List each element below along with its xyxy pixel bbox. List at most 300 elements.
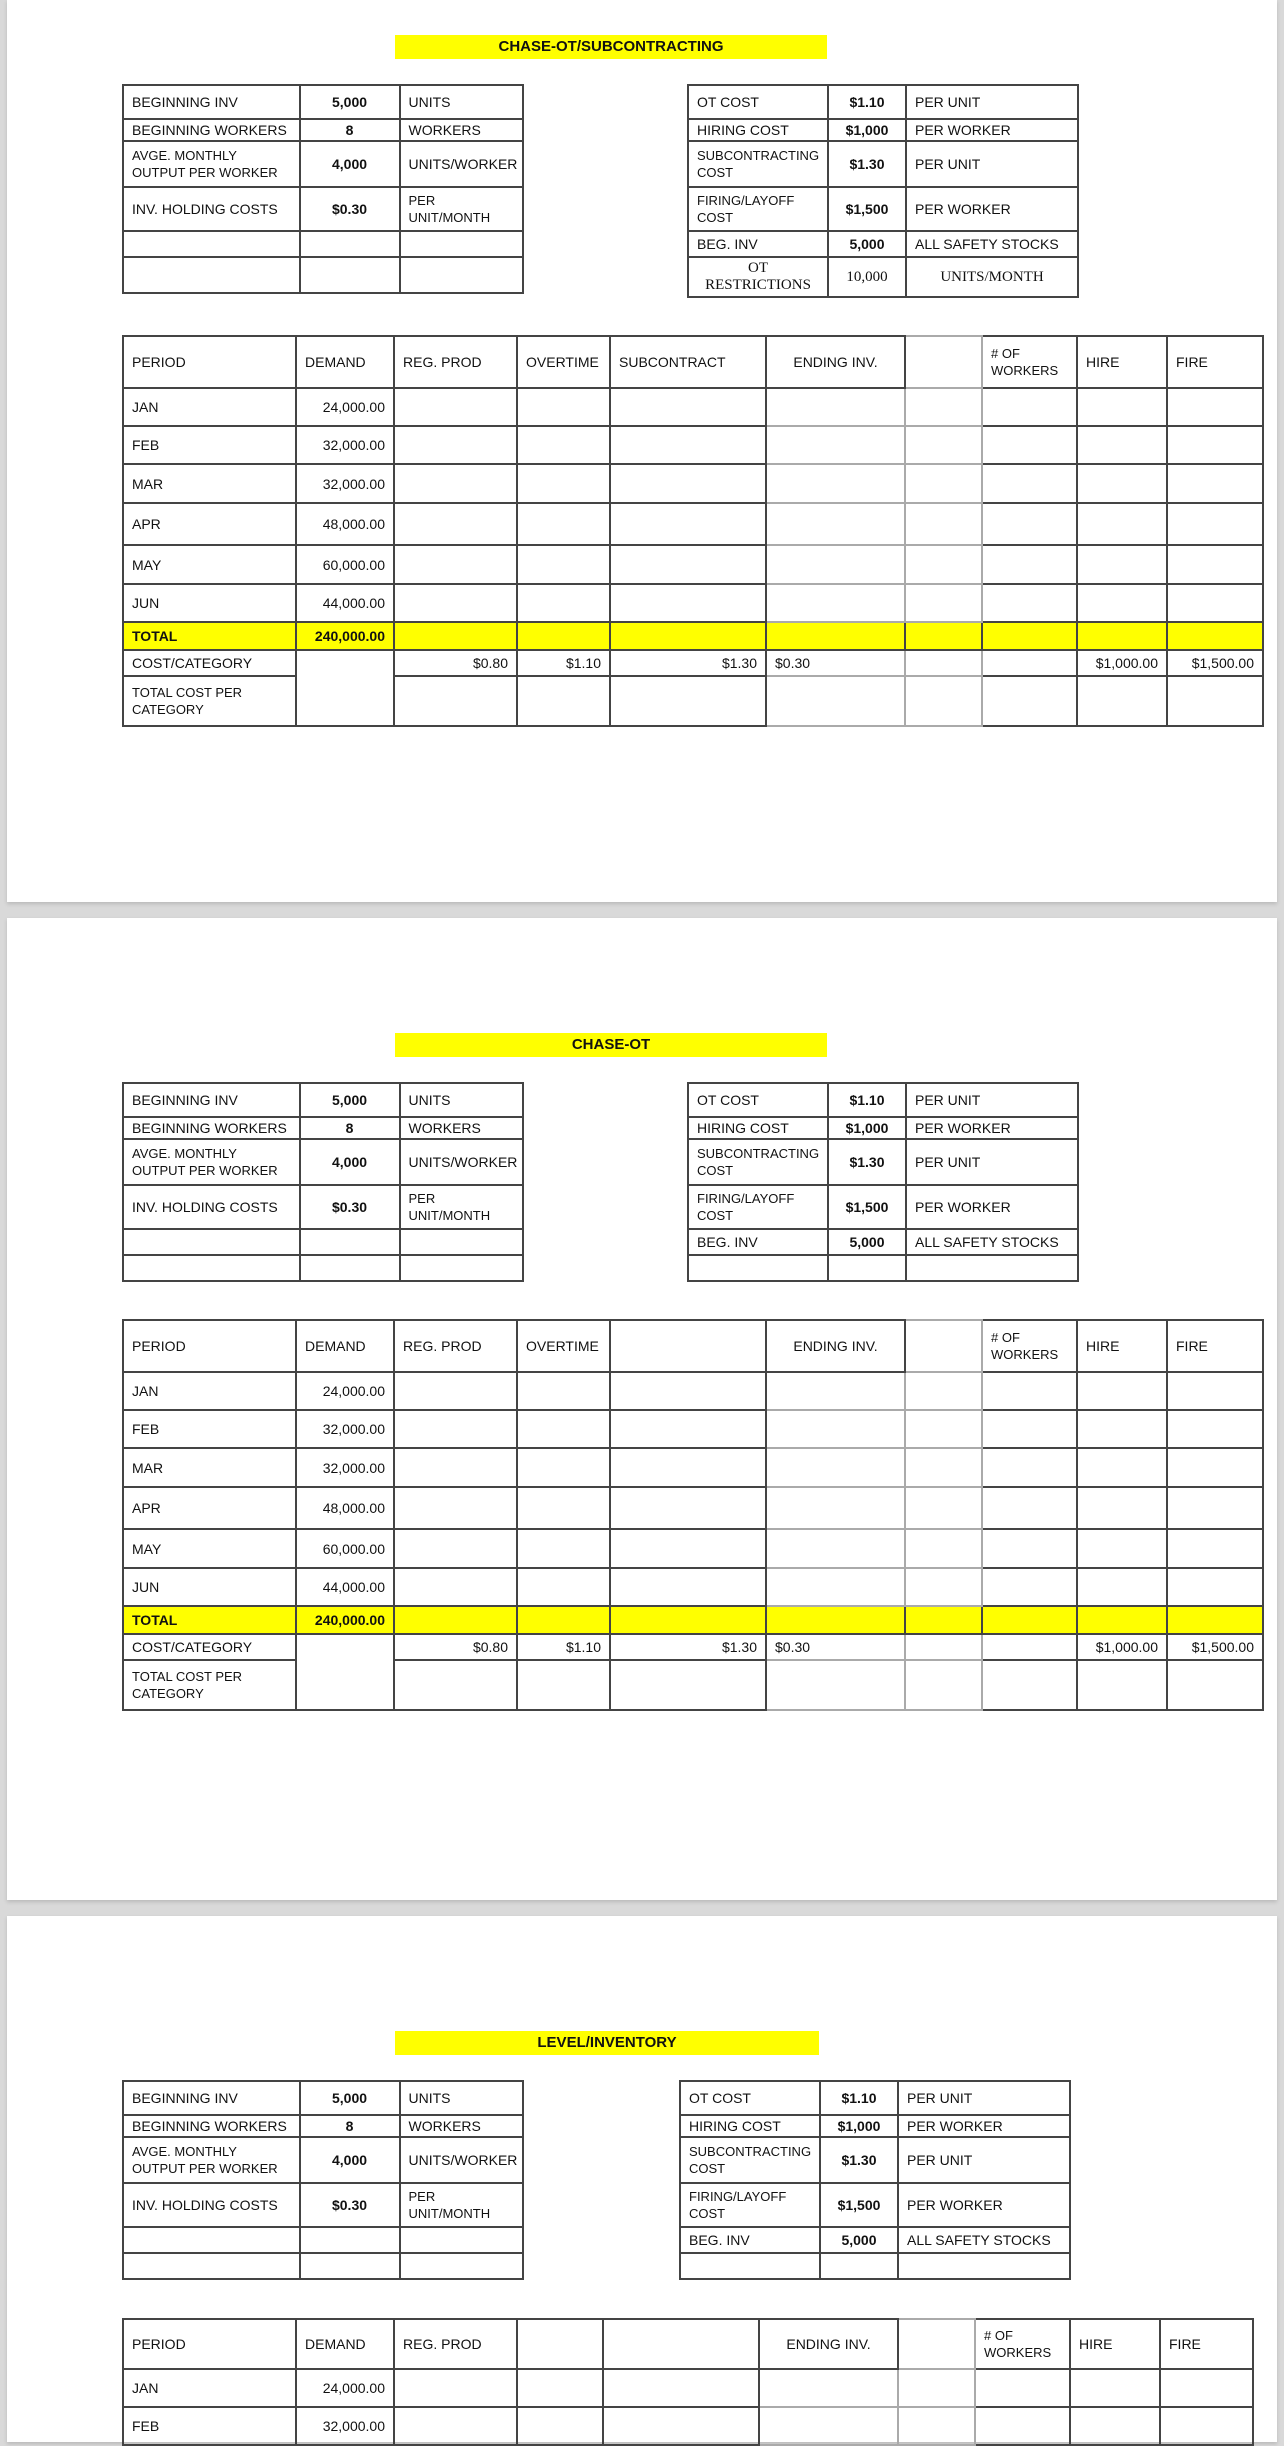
param-label <box>688 1255 828 1281</box>
total-cell[interactable] <box>1167 1606 1263 1634</box>
hire-cell[interactable] <box>1077 545 1167 584</box>
total-cell[interactable] <box>1167 622 1263 650</box>
total-cell[interactable] <box>610 1606 766 1634</box>
param-value: $1,000 <box>820 2115 898 2137</box>
ending-inv-cell[interactable] <box>766 1487 905 1529</box>
column-header: REG. PROD <box>394 336 517 388</box>
reg-prod-cell[interactable] <box>394 388 517 426</box>
subcontract-cell[interactable] <box>610 503 766 545</box>
fire-cost: $1,500.00 <box>1167 650 1263 676</box>
workers-cell[interactable] <box>982 584 1077 622</box>
overtime-cell[interactable] <box>517 1410 610 1448</box>
total-cell[interactable] <box>905 622 982 650</box>
reg-prod-cell[interactable] <box>394 584 517 622</box>
column-header: # OF WORKERS <box>982 1320 1077 1372</box>
workers-cell[interactable] <box>982 1448 1077 1487</box>
column-header: PERIOD <box>123 336 296 388</box>
column-header: HIRE <box>1070 2319 1160 2369</box>
blank-cell[interactable] <box>610 1372 766 1410</box>
empty-cell <box>123 2253 300 2279</box>
empty-cell <box>296 676 394 726</box>
hire-cell[interactable] <box>1077 584 1167 622</box>
blank-cell[interactable] <box>905 1568 982 1606</box>
param-value: 5,000 <box>820 2227 898 2253</box>
param-value: $0.30 <box>300 187 400 231</box>
empty-cell <box>123 1255 300 1281</box>
reg-prod-cell[interactable] <box>394 2369 517 2407</box>
cost-category-row <box>123 1634 1263 1660</box>
total-cell[interactable] <box>766 1606 905 1634</box>
period-cell: JAN <box>123 2369 296 2407</box>
fire-cell[interactable] <box>1167 545 1263 584</box>
overtime-cell[interactable] <box>517 1568 610 1606</box>
param-value <box>828 1255 906 1281</box>
ending-inv-cell[interactable] <box>759 2369 898 2407</box>
cost-label: COST/CATEGORY <box>123 1634 296 1660</box>
total-cost-cell[interactable] <box>517 1660 610 1710</box>
demand-cell: 60,000.00 <box>296 1529 394 1568</box>
hire-cell[interactable] <box>1077 1568 1167 1606</box>
total-label: TOTAL <box>123 1606 296 1634</box>
table-row <box>123 1568 1263 1606</box>
total-cost-cell[interactable] <box>982 1660 1077 1710</box>
column-header: HIRE <box>1077 336 1167 388</box>
period-cell: JUN <box>123 1568 296 1606</box>
param-label: BEGINNING WORKERS <box>123 1117 300 1139</box>
param-unit: WORKERS <box>400 119 523 141</box>
total-demand: 240,000.00 <box>296 622 394 650</box>
overtime-cost: $1.10 <box>517 650 610 676</box>
subcontract-cell[interactable] <box>610 464 766 503</box>
period-cell: FEB <box>123 2407 296 2445</box>
param-label: SUBCONTRACTING COST <box>680 2137 820 2183</box>
blank-cell[interactable] <box>603 2407 759 2445</box>
reg-prod-cell[interactable] <box>394 2407 517 2445</box>
left-parameters-table <box>122 1082 524 1282</box>
fire-cell[interactable] <box>1167 503 1263 545</box>
empty-cell <box>400 2253 523 2279</box>
workers-cell[interactable] <box>975 2369 1070 2407</box>
fire-cell[interactable] <box>1167 584 1263 622</box>
empty-cell <box>300 1229 400 1255</box>
total-demand: 240,000.00 <box>296 1606 394 1634</box>
param-value: $1,000 <box>828 1117 906 1139</box>
cost-category-row <box>123 650 1263 676</box>
param-label: BEG. INV <box>688 1229 828 1255</box>
fire-cell[interactable] <box>1167 1372 1263 1410</box>
param-unit: PER UNIT <box>906 1083 1078 1117</box>
param-unit: PER UNIT/MONTH <box>400 187 523 231</box>
empty-cell <box>296 1634 394 1660</box>
total-cell[interactable] <box>394 622 517 650</box>
total-cost-cell[interactable] <box>394 676 517 726</box>
total-cost-cell[interactable] <box>905 1660 982 1710</box>
column-header <box>898 2319 975 2369</box>
blank-cell[interactable] <box>610 1568 766 1606</box>
subcontract-cell[interactable] <box>610 584 766 622</box>
total-cell[interactable] <box>982 1606 1077 1634</box>
param-value: $1,500 <box>820 2183 898 2227</box>
overtime-cell[interactable] <box>517 584 610 622</box>
hire-cell[interactable] <box>1070 2369 1160 2407</box>
hire-cell[interactable] <box>1077 1529 1167 1568</box>
overtime-cell[interactable] <box>517 1529 610 1568</box>
ending-inv-cell[interactable] <box>766 545 905 584</box>
blank-cell[interactable] <box>610 1529 766 1568</box>
total-cell[interactable] <box>766 622 905 650</box>
demand-cell: 44,000.00 <box>296 584 394 622</box>
fire-cell[interactable] <box>1167 1529 1263 1568</box>
blank-cell[interactable] <box>898 2407 975 2445</box>
param-label: BEG. INV <box>688 231 828 257</box>
param-label: OT COST <box>688 1083 828 1117</box>
param-unit: PER WORKER <box>906 1117 1078 1139</box>
overtime-cell[interactable] <box>517 503 610 545</box>
period-cell: APR <box>123 503 296 545</box>
reg-prod-cell[interactable] <box>394 464 517 503</box>
table-row <box>123 2407 1253 2445</box>
right-parameters-table <box>679 2080 1071 2280</box>
blank-cell[interactable] <box>905 1487 982 1529</box>
blank-cell[interactable] <box>898 2369 975 2407</box>
total-cell[interactable] <box>905 1606 982 1634</box>
reg-prod-cell[interactable] <box>394 503 517 545</box>
hire-cell[interactable] <box>1077 388 1167 426</box>
hire-cell[interactable] <box>1077 503 1167 545</box>
param-value: 4,000 <box>300 2137 400 2183</box>
worksheet-page-3 <box>7 1916 1277 2442</box>
empty-cell <box>400 231 523 257</box>
hire-cost: $1,000.00 <box>1077 650 1167 676</box>
param-label: AVGE. MONTHLY OUTPUT PER WORKER <box>123 2137 300 2183</box>
demand-cell: 44,000.00 <box>296 1568 394 1606</box>
param-value: $1.10 <box>828 1083 906 1117</box>
table-row <box>123 388 1263 426</box>
param-unit: ALL SAFETY STOCKS <box>898 2227 1070 2253</box>
param-value: 8 <box>300 119 400 141</box>
param-value: $1,500 <box>828 1185 906 1229</box>
right-parameters-table <box>687 1082 1079 1282</box>
column-header: ENDING INV. <box>766 1320 905 1372</box>
empty-cell <box>296 1660 394 1710</box>
total-cell[interactable] <box>394 1606 517 1634</box>
param-label: FIRING/LAYOFF COST <box>688 187 828 231</box>
period-cell: MAR <box>123 1448 296 1487</box>
column-header: ENDING INV. <box>759 2319 898 2369</box>
param-unit: ALL SAFETY STOCKS <box>906 1229 1078 1255</box>
fire-cell[interactable] <box>1160 2369 1253 2407</box>
subcontract-cost: $1.30 <box>610 1634 766 1660</box>
total-cost-cell[interactable] <box>394 1660 517 1710</box>
workers-cell[interactable] <box>982 1568 1077 1606</box>
production-plan-table <box>122 1319 1264 1711</box>
fire-cell[interactable] <box>1160 2407 1253 2445</box>
ending-inv-cell[interactable] <box>766 1568 905 1606</box>
param-value: $1.30 <box>828 1139 906 1185</box>
total-cost-cell[interactable] <box>905 676 982 726</box>
param-unit: PER WORKER <box>898 2183 1070 2227</box>
workers-cell[interactable] <box>982 388 1077 426</box>
param-unit: PER WORKER <box>898 2115 1070 2137</box>
param-label: AVGE. MONTHLY OUTPUT PER WORKER <box>123 141 300 187</box>
subcontract-cell[interactable] <box>610 388 766 426</box>
fire-cell[interactable] <box>1167 1487 1263 1529</box>
total-cell[interactable] <box>610 622 766 650</box>
workers-cell[interactable] <box>982 1487 1077 1529</box>
blank-cell[interactable] <box>905 388 982 426</box>
column-header <box>905 336 982 388</box>
workers-cell[interactable] <box>982 503 1077 545</box>
param-value: $1.10 <box>828 85 906 119</box>
total-cost-cell[interactable] <box>1167 1660 1263 1710</box>
blank-cell[interactable] <box>905 464 982 503</box>
table-row <box>123 426 1263 464</box>
reg-prod-cell[interactable] <box>394 426 517 464</box>
left-parameters-table <box>122 84 524 294</box>
fire-cell[interactable] <box>1167 1448 1263 1487</box>
overtime-cell[interactable] <box>517 464 610 503</box>
param-value: $1.30 <box>828 141 906 187</box>
param-unit: PER UNIT/MONTH <box>400 1185 523 1229</box>
blank-cell[interactable] <box>905 1529 982 1568</box>
ending-inv-cell[interactable] <box>766 1410 905 1448</box>
param-label: BEG. INV <box>680 2227 820 2253</box>
page-title: LEVEL/INVENTORY <box>395 2031 819 2055</box>
param-label: HIRING COST <box>688 119 828 141</box>
total-cost-cell[interactable] <box>766 1660 905 1710</box>
param-value: $1,000 <box>828 119 906 141</box>
worksheet-page-1 <box>7 0 1277 902</box>
param-unit <box>906 1255 1078 1281</box>
param-label: BEGINNING INV <box>123 2081 300 2115</box>
period-cell: JUN <box>123 584 296 622</box>
column-header: PERIOD <box>123 2319 296 2369</box>
ending-inv-cell[interactable] <box>759 2407 898 2445</box>
fire-cell[interactable] <box>1167 426 1263 464</box>
reg-prod-cost: $0.80 <box>394 650 517 676</box>
ending-inv-cell[interactable] <box>766 464 905 503</box>
empty-cell <box>300 1255 400 1281</box>
param-label: BEGINNING WORKERS <box>123 2115 300 2137</box>
blank-cell[interactable] <box>905 426 982 464</box>
param-value: $1,500 <box>828 187 906 231</box>
workers-cell[interactable] <box>982 1529 1077 1568</box>
column-header: OVERTIME <box>517 1320 610 1372</box>
overtime-cell[interactable] <box>517 388 610 426</box>
overtime-cell[interactable] <box>517 1448 610 1487</box>
total-cost-cell[interactable] <box>610 676 766 726</box>
param-unit: WORKERS <box>400 1117 523 1139</box>
hire-cell[interactable] <box>1077 1448 1167 1487</box>
total-cost-cell[interactable] <box>1077 676 1167 726</box>
param-label: BEGINNING WORKERS <box>123 119 300 141</box>
table-row <box>123 1487 1263 1529</box>
blank-cell[interactable] <box>905 1372 982 1410</box>
blank-cell[interactable] <box>905 503 982 545</box>
param-value: 8 <box>300 2115 400 2137</box>
table-row <box>123 584 1263 622</box>
empty-cell <box>300 2227 400 2253</box>
column-header: # OF WORKERS <box>975 2319 1070 2369</box>
reg-prod-cell[interactable] <box>394 1448 517 1487</box>
workers-cell[interactable] <box>982 545 1077 584</box>
param-label: OT COST <box>680 2081 820 2115</box>
overtime-cost: $1.10 <box>517 1634 610 1660</box>
hire-cell[interactable] <box>1077 426 1167 464</box>
param-unit: UNITS/WORKER <box>400 141 523 187</box>
column-header: HIRE <box>1077 1320 1167 1372</box>
total-cell[interactable] <box>517 622 610 650</box>
subcontract-cell[interactable] <box>610 545 766 584</box>
param-value: 4,000 <box>300 1139 400 1185</box>
hire-cell[interactable] <box>1077 1487 1167 1529</box>
reg-prod-cell[interactable] <box>394 1410 517 1448</box>
total-cost-cell[interactable] <box>982 676 1077 726</box>
table-row <box>123 2369 1253 2407</box>
param-unit: UNITS/WORKER <box>400 1139 523 1185</box>
overtime-cell[interactable] <box>517 1372 610 1410</box>
param-value: 5,000 <box>828 231 906 257</box>
blank-cell[interactable] <box>517 2369 603 2407</box>
fire-cell[interactable] <box>1167 1410 1263 1448</box>
page-title: CHASE-OT <box>395 1033 827 1057</box>
workers-cell[interactable] <box>982 426 1077 464</box>
blank-cell[interactable] <box>603 2369 759 2407</box>
ending-inv-cell[interactable] <box>766 503 905 545</box>
column-header: FIRE <box>1160 2319 1253 2369</box>
blank-cell[interactable] <box>905 545 982 584</box>
reg-prod-cell[interactable] <box>394 1529 517 1568</box>
holding-cost: $0.30 <box>766 650 905 676</box>
column-header: PERIOD <box>123 1320 296 1372</box>
subcontract-cost: $1.30 <box>610 650 766 676</box>
empty-cell <box>300 2253 400 2279</box>
param-unit: UNITS <box>400 1083 523 1117</box>
overtime-cell[interactable] <box>517 1487 610 1529</box>
cost-label: COST/CATEGORY <box>123 650 296 676</box>
param-value: $0.30 <box>300 2183 400 2227</box>
demand-cell: 60,000.00 <box>296 545 394 584</box>
blank-cell[interactable] <box>905 1448 982 1487</box>
left-parameters-table <box>122 2080 524 2280</box>
empty-cell <box>296 650 394 676</box>
param-unit: PER UNIT/MONTH <box>400 2183 523 2227</box>
total-cell[interactable] <box>1077 1606 1167 1634</box>
param-value: 5,000 <box>300 2081 400 2115</box>
total-cost-cell[interactable] <box>610 1660 766 1710</box>
ending-inv-cell[interactable] <box>766 1448 905 1487</box>
period-cell: APR <box>123 1487 296 1529</box>
reg-prod-cell[interactable] <box>394 1487 517 1529</box>
reg-prod-cell[interactable] <box>394 1372 517 1410</box>
blank-cell[interactable] <box>517 2407 603 2445</box>
overtime-cell[interactable] <box>517 426 610 464</box>
total-cost-cell[interactable] <box>517 676 610 726</box>
empty-cell <box>300 231 400 257</box>
total-row <box>123 622 1263 650</box>
total-cost-label: TOTAL COST PER CATEGORY <box>123 676 296 726</box>
reg-prod-cell[interactable] <box>394 1568 517 1606</box>
param-unit: PER WORKER <box>906 187 1078 231</box>
column-header: REG. PROD <box>394 2319 517 2369</box>
empty-cell <box>400 1255 523 1281</box>
total-cost-cell[interactable] <box>1167 676 1263 726</box>
total-row <box>123 1606 1263 1634</box>
period-cell: FEB <box>123 1410 296 1448</box>
subcontract-cell[interactable] <box>610 426 766 464</box>
ending-inv-cell[interactable] <box>766 426 905 464</box>
param-unit: WORKERS <box>400 2115 523 2137</box>
empty-cell <box>905 1634 982 1660</box>
hire-cell[interactable] <box>1077 1372 1167 1410</box>
param-label: BEGINNING INV <box>123 1083 300 1117</box>
total-label: TOTAL <box>123 622 296 650</box>
fire-cell[interactable] <box>1167 464 1263 503</box>
column-header <box>905 1320 982 1372</box>
total-cell[interactable] <box>517 1606 610 1634</box>
demand-cell: 24,000.00 <box>296 1372 394 1410</box>
hire-cost: $1,000.00 <box>1077 1634 1167 1660</box>
fire-cell[interactable] <box>1167 388 1263 426</box>
param-unit: UNITS/WORKER <box>400 2137 523 2183</box>
column-header: DEMAND <box>296 336 394 388</box>
demand-cell: 24,000.00 <box>296 2369 394 2407</box>
workers-cell[interactable] <box>982 1372 1077 1410</box>
fire-cell[interactable] <box>1167 1568 1263 1606</box>
blank-cell[interactable] <box>610 1410 766 1448</box>
workers-cell[interactable] <box>975 2407 1070 2445</box>
total-cell[interactable] <box>1077 622 1167 650</box>
blank-cell[interactable] <box>905 584 982 622</box>
total-cost-cell[interactable] <box>1077 1660 1167 1710</box>
period-cell: JAN <box>123 388 296 426</box>
reg-prod-cell[interactable] <box>394 545 517 584</box>
param-value: 5,000 <box>300 85 400 119</box>
period-cell: FEB <box>123 426 296 464</box>
page-title: CHASE-OT/SUBCONTRACTING <box>395 35 827 59</box>
param-value: 5,000 <box>300 1083 400 1117</box>
overtime-cell[interactable] <box>517 545 610 584</box>
demand-cell: 32,000.00 <box>296 1448 394 1487</box>
total-cost-cell[interactable] <box>766 676 905 726</box>
holding-cost: $0.30 <box>766 1634 905 1660</box>
workers-cell[interactable] <box>982 464 1077 503</box>
blank-cell[interactable] <box>610 1448 766 1487</box>
ending-inv-cell[interactable] <box>766 1372 905 1410</box>
hire-cell[interactable] <box>1077 1410 1167 1448</box>
worksheet-page-2 <box>7 918 1277 1900</box>
param-value: $1.30 <box>820 2137 898 2183</box>
column-header: FIRE <box>1167 1320 1263 1372</box>
workers-cell[interactable] <box>982 1410 1077 1448</box>
blank-cell[interactable] <box>905 1410 982 1448</box>
demand-cell: 24,000.00 <box>296 388 394 426</box>
param-label <box>680 2253 820 2279</box>
param-label: BEGINNING INV <box>123 85 300 119</box>
param-unit: PER UNIT <box>898 2137 1070 2183</box>
hire-cell[interactable] <box>1077 464 1167 503</box>
ending-inv-cell[interactable] <box>766 584 905 622</box>
total-cell[interactable] <box>982 622 1077 650</box>
hire-cell[interactable] <box>1070 2407 1160 2445</box>
param-value: $1.10 <box>820 2081 898 2115</box>
empty-cell <box>400 1229 523 1255</box>
ending-inv-cell[interactable] <box>766 388 905 426</box>
ending-inv-cell[interactable] <box>766 1529 905 1568</box>
production-plan-table <box>122 335 1264 727</box>
total-cost-row <box>123 676 1263 726</box>
blank-cell[interactable] <box>610 1487 766 1529</box>
